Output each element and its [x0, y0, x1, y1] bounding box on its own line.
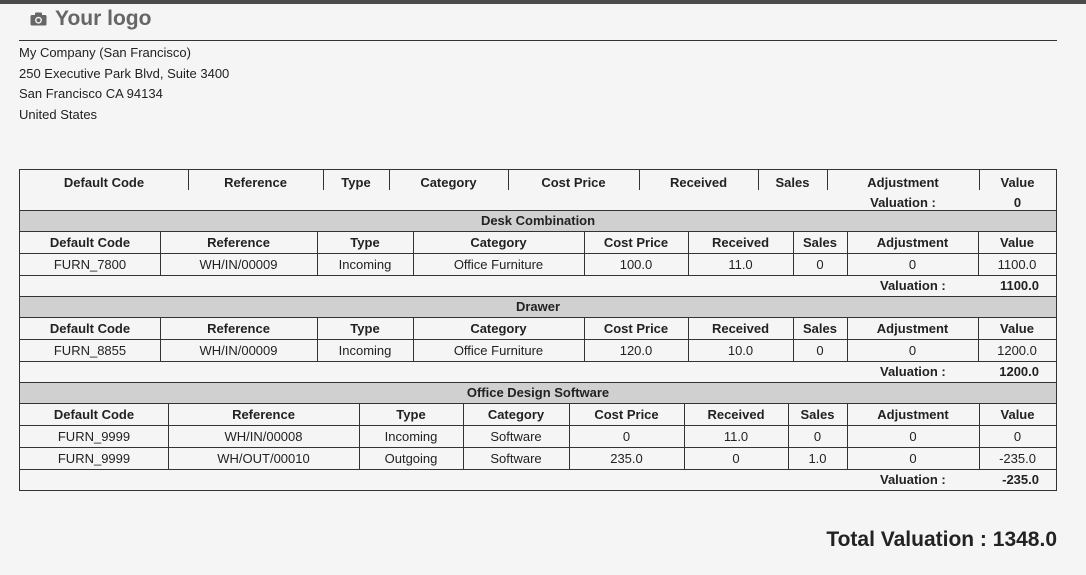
valuation-label: Valuation :	[880, 364, 946, 379]
cell-sales: 0	[793, 340, 847, 361]
col-type: Type	[317, 232, 413, 253]
col-adjustment: Adjustment	[847, 404, 979, 425]
col-adjustment: Adjustment	[847, 318, 978, 339]
col-reference: Reference	[168, 404, 359, 425]
summary-col-cost-price: Cost Price	[508, 170, 639, 210]
table-row	[20, 426, 1056, 448]
cell-reference: WH/IN/00009	[160, 340, 317, 361]
cell-sales: 0	[788, 426, 847, 447]
cell-type: Incoming	[317, 340, 413, 361]
col-received: Received	[688, 232, 793, 253]
cell-type: Incoming	[359, 426, 463, 447]
cell-adjustment: 0	[847, 448, 979, 469]
summary-adjustment-label: Adjustment	[867, 175, 939, 190]
group-column-headers	[20, 232, 1056, 254]
address-country: United States	[19, 106, 98, 122]
valuation-amount: 1100.0	[999, 278, 1039, 293]
summary-col-reference: Reference	[188, 170, 323, 210]
cell-category: Software	[463, 448, 569, 469]
cell-reference: WH/IN/00008	[168, 426, 359, 447]
col-category: Category	[413, 232, 584, 253]
total-valuation: Total Valuation : 1348.0	[826, 528, 1057, 551]
col-cost-price: Cost Price	[584, 232, 688, 253]
logo-text: Your logo	[55, 7, 152, 30]
col-default-code: Default Code	[49, 321, 131, 336]
group-valuation-row	[20, 275, 1056, 296]
cell-value: -235.0	[979, 448, 1056, 469]
col-type: Type	[359, 404, 463, 425]
summary-col-default-code: Default Code	[63, 175, 145, 190]
address-city: San Francisco CA 94134	[19, 86, 163, 101]
table-row	[20, 448, 1056, 469]
col-sales: Sales	[793, 318, 847, 339]
col-default-code: Default Code	[49, 235, 131, 250]
group-valuation-row	[20, 361, 1056, 382]
summary-value-label: Value	[1000, 175, 1035, 190]
col-value: Value	[978, 232, 1056, 253]
valuation-amount: 1200.0	[999, 364, 1039, 379]
cell-received: 11.0	[684, 426, 788, 447]
cell-default-code: FURN_9999	[57, 429, 131, 444]
cell-adjustment: 0	[847, 340, 978, 361]
summary-col-sales: Sales	[758, 170, 827, 210]
cell-type: Outgoing	[359, 448, 463, 469]
cell-sales: 0	[793, 254, 847, 275]
header-rule	[19, 40, 1057, 41]
col-category: Category	[413, 318, 584, 339]
logo	[30, 6, 151, 32]
summary-header	[20, 170, 1056, 211]
col-type: Type	[317, 318, 413, 339]
cell-received: 11.0	[688, 254, 793, 275]
cell-default-code: FURN_8855	[53, 343, 127, 358]
summary-valuation-label: Valuation :	[870, 195, 936, 210]
col-default-code: Default Code	[53, 407, 135, 422]
cell-category: Software	[463, 426, 569, 447]
valuation-amount: -235.0	[1002, 472, 1039, 487]
cell-default-code: FURN_9999	[57, 451, 131, 466]
summary-value-amount: 0	[1013, 195, 1022, 210]
cell-value: 1100.0	[978, 254, 1056, 275]
valuation-report	[19, 169, 1057, 491]
group-column-headers	[20, 404, 1056, 426]
group-title: Office Design Software	[20, 382, 1056, 404]
group-title: Drawer	[20, 296, 1056, 318]
cell-type: Incoming	[317, 254, 413, 275]
cell-cost-price: 0	[569, 426, 684, 447]
cell-category: Office Furniture	[413, 254, 584, 275]
col-reference: Reference	[160, 232, 317, 253]
cell-category: Office Furniture	[413, 340, 584, 361]
group-title: Desk Combination	[20, 211, 1056, 232]
col-cost-price: Cost Price	[569, 404, 684, 425]
summary-col-received: Received	[639, 170, 758, 210]
cell-value: 0	[979, 426, 1056, 447]
cell-cost-price: 235.0	[569, 448, 684, 469]
top-bar	[0, 0, 1086, 4]
company-address	[19, 43, 229, 125]
col-sales: Sales	[793, 232, 847, 253]
address-street: 250 Executive Park Blvd, Suite 3400	[19, 65, 230, 81]
cell-cost-price: 120.0	[584, 340, 688, 361]
col-category: Category	[463, 404, 569, 425]
col-cost-price: Cost Price	[584, 318, 688, 339]
col-received: Received	[688, 318, 793, 339]
cell-sales: 1.0	[788, 448, 847, 469]
col-value: Value	[979, 404, 1056, 425]
summary-col-type: Type	[323, 170, 389, 210]
cell-cost-price: 100.0	[584, 254, 688, 275]
summary-col-category: Category	[389, 170, 508, 210]
col-adjustment: Adjustment	[847, 232, 978, 253]
group-column-headers	[20, 318, 1056, 340]
cell-adjustment: 0	[847, 254, 978, 275]
valuation-label: Valuation :	[880, 472, 946, 487]
table-row	[20, 340, 1056, 361]
cell-received: 10.0	[688, 340, 793, 361]
col-value: Value	[978, 318, 1056, 339]
valuation-label: Valuation :	[880, 278, 946, 293]
cell-adjustment: 0	[847, 426, 979, 447]
camera-icon	[30, 12, 47, 26]
summary-col-adjustment	[827, 170, 979, 210]
col-received: Received	[684, 404, 788, 425]
group-valuation-row	[20, 469, 1056, 490]
table-row	[20, 254, 1056, 275]
summary-col-value	[979, 170, 1056, 210]
col-sales: Sales	[788, 404, 847, 425]
cell-default-code: FURN_7800	[53, 257, 127, 272]
cell-reference: WH/OUT/00010	[168, 448, 359, 469]
company-name: My Company (San Francisco)	[19, 45, 191, 60]
col-reference: Reference	[160, 318, 317, 339]
cell-value: 1200.0	[978, 340, 1056, 361]
cell-received: 0	[684, 448, 788, 469]
cell-reference: WH/IN/00009	[160, 254, 317, 275]
